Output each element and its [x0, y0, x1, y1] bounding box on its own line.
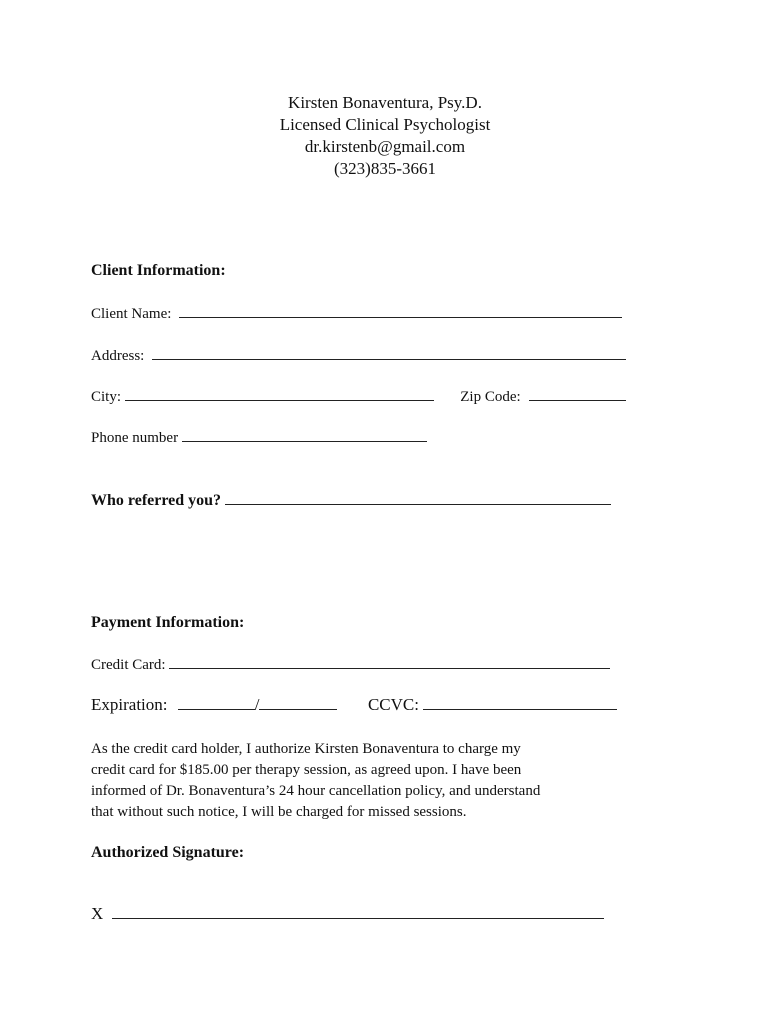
authorization-line: informed of Dr. Bonaventura’s 24 hour cancellation policy, and understand — [91, 783, 541, 799]
expiration-separator: / — [254, 695, 260, 714]
practitioner-title: Licensed Clinical Psychologist — [279, 115, 491, 134]
phone-number-field[interactable] — [182, 427, 427, 442]
referral-row — [91, 490, 611, 511]
referral-label: Who referred you? — [91, 492, 222, 509]
signature-row — [91, 904, 604, 924]
payment-information-heading: Payment Information: — [91, 614, 245, 631]
credit-card-label: Credit Card: — [91, 657, 166, 673]
address-field[interactable] — [152, 345, 626, 360]
city-zip-row — [91, 386, 626, 407]
address-row — [91, 345, 626, 366]
phone-row — [91, 427, 427, 448]
expiration-label: Expiration: — [91, 695, 168, 714]
authorization-line: that without such notice, I will be charged for missed sessions. — [91, 804, 467, 820]
zip-code-label: Zip Code: — [460, 389, 521, 405]
client-name-label: Client Name: — [91, 306, 172, 322]
expiration-ccvc-row — [91, 695, 617, 715]
zip-code-field[interactable] — [529, 386, 626, 401]
expiration-month-field[interactable] — [178, 695, 255, 710]
practitioner-name: Kirsten Bonaventura, Psy.D. — [288, 93, 482, 112]
signature-mark: X — [91, 904, 104, 923]
credit-card-row — [91, 654, 610, 675]
signature-field[interactable] — [112, 904, 604, 919]
letterhead — [0, 92, 770, 180]
credit-card-field[interactable] — [169, 654, 610, 669]
city-label: City: — [91, 389, 122, 405]
authorization-line: As the credit card holder, I authorize Kirsten Bonaventura to charge my — [91, 741, 521, 757]
authorization-paragraph — [91, 739, 611, 823]
city-field[interactable] — [125, 386, 434, 401]
ccvc-field[interactable] — [423, 695, 617, 710]
client-name-row — [91, 303, 622, 324]
practitioner-email: dr.kirstenb@gmail.com — [304, 137, 466, 156]
authorized-signature-heading: Authorized Signature: — [91, 844, 245, 861]
ccvc-label: CCVC: — [367, 695, 419, 714]
practitioner-phone: (323)835-3661 — [334, 159, 436, 178]
client-information-heading: Client Information: — [91, 262, 226, 279]
address-label: Address: — [91, 348, 145, 364]
client-name-field[interactable] — [179, 303, 622, 318]
phone-number-label: Phone number — [91, 430, 179, 446]
expiration-year-field[interactable] — [259, 695, 337, 710]
referral-field[interactable] — [225, 490, 611, 505]
authorization-line: credit card for $185.00 per therapy session, as agreed upon. I have been — [91, 762, 522, 778]
